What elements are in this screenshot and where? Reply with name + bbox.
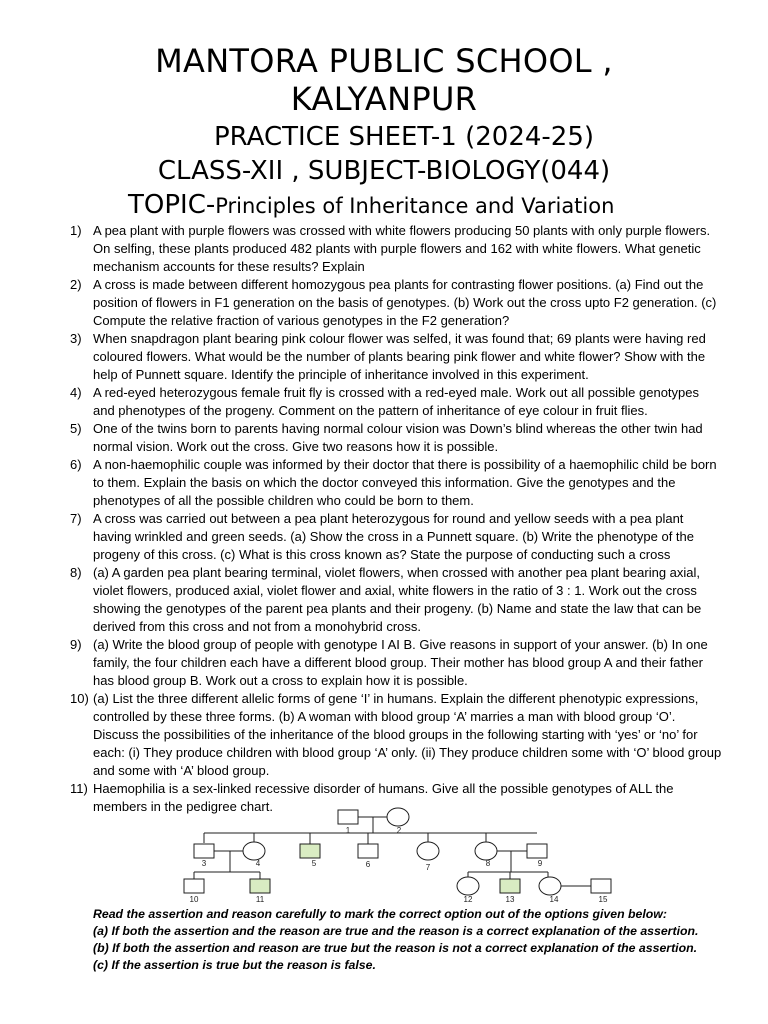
question-item [58,510,722,564]
pedigree-male-1 [338,810,358,824]
pedigree-label: 7 [425,863,431,872]
pedigree-male-5 [300,844,320,858]
question-text: A cross was carried out between a pea plant heterozygous for round and yellow seeds with a pea plant having wrinkled and green seeds. (a) Show the cross in a Punnett square. (b) Write the phenotype of the progeny of this cross. (c) What is this cross known as? State the purpose of conducting such a cross [93,511,694,562]
pedigree-male-11 [250,879,270,893]
pedigree-label: 3 [201,859,207,868]
pedigree-label: 2 [396,826,402,835]
topic-label: TOPIC- [128,190,216,220]
pedigree-female-4 [243,842,265,860]
pedigree-label: 6 [365,860,371,869]
pedigree-label: 4 [255,859,261,868]
class-subject: CLASS-XII , SUBJECT-BIOLOGY(044) [157,156,611,186]
question-number: 4) [70,385,82,400]
question-item [58,384,722,420]
pedigree-male-15 [591,879,611,893]
question-text: When snapdragon plant bearing pink colour flower was selfed, it was found that; 69 plants were having red coloured flowers. What would be the number of plants bearing pink flower and white flower? Show with the help of Punnett square. Identify the principle of inheritance involved in this experiment. [93,331,706,382]
question-number: 7) [70,511,82,526]
pedigree-label: 9 [537,859,543,868]
question-number: 8) [70,565,82,580]
pedigree-female-14 [539,877,561,895]
question-item [58,222,722,276]
assertion-option-a: (a) If both the assertion and the reason are true and the reason is a correct explanation of the assertion. [93,924,699,938]
question-text: A cross is made between different homozygous pea plants for contrasting flower positions. (a) Find out the position of flowers in F1 generation on the basis of genotypes. (b) Work out the cross upto F2 generation. (c) Compute the relative fraction of various genotypes in the F2 generation? [93,277,717,328]
pedigree-label: 1 [345,826,351,835]
pedigree-label: 8 [485,859,491,868]
pedigree-label: 14 [549,895,559,904]
topic-text: Principles of Inheritance and Variation [215,194,615,218]
pedigree-male-13 [500,879,520,893]
pedigree-female-12 [457,877,479,895]
question-text: (a) A garden pea plant bearing terminal, violet flowers, when crossed with another pea plant bearing axial, violet flowers, produced axial, violet flower and axial, white flowers in the ratio of 3 : 1. Work out the cross showing the genotypes of the parent pea plants and their progeny. (b) Name and state the law that can be derived from this cross and not from a monohybrid cross. [93,565,702,634]
pedigree-female-2 [387,808,409,826]
pedigree-chart [150,800,630,912]
school-name-line1: MANTORA PUBLIC SCHOOL , [155,42,613,80]
assertion-option-b: (b) If both the assertion and reason are true but the reason is not a correct explanation of the assertion. [93,941,698,955]
question-number: 1) [70,223,82,238]
question-number: 5) [70,421,82,436]
question-number: 2) [70,277,82,292]
pedigree-male-6 [358,844,378,858]
question-item [58,690,722,780]
question-text: A pea plant with purple flowers was crossed with white flowers producing 50 plants with only purple flowers. On selfing, these plants produced 482 plants with purple flowers and 162 with white flowers. What genetic mechanism accounts for these results? Explain [93,223,711,274]
question-number: 6) [70,457,82,472]
question-number: 10) [70,691,89,706]
pedigree-label: 11 [255,895,265,904]
question-text: A non-haemophilic couple was informed by their doctor that there is possibility of a haemophilic child be born to them. Explain the basis on which the doctor conveyed this information. Give the genotypes and the phenotypes of all the possible children who could be born to them. [93,457,717,508]
school-name [0,42,768,118]
assertion-reason-block [93,906,733,974]
question-item [58,420,722,456]
pedigree-label: 13 [505,895,515,904]
question-number: 3) [70,331,82,346]
pedigree-label: 5 [311,859,317,868]
topic-line [128,190,614,220]
pedigree-female-7 [417,842,439,860]
pedigree-label: 15 [598,895,608,904]
question-item [58,636,722,690]
pedigree-label: 10 [189,895,199,904]
question-item [58,276,722,330]
school-name-line2: KALYANPUR [290,80,478,118]
question-item [58,564,722,636]
pedigree-male-10 [184,879,204,893]
pedigree-label: 12 [463,895,473,904]
question-number: 11) [70,781,88,796]
assertion-option-c: (c) If the assertion is true but the reason is false. [93,958,376,972]
question-item [58,456,722,510]
question-number: 9) [70,637,82,652]
pedigree-male-9 [527,844,547,858]
practice-sheet-title: PRACTICE SHEET-1 (2024-25) [213,122,595,152]
question-text: (a) Write the blood group of people with genotype I AI B. Give reasons in support of your answer. (b) In one family, the four children each have a different blood group. Their mother has blood group A and their father has blood group B. Work out a cross to explain how it is possible. [93,637,708,688]
assertion-intro: Read the assertion and reason carefully to mark the correct option out of the options given below: [93,907,667,921]
question-text: A red-eyed heterozygous female fruit fly is crossed with a red-eyed male. Work out all possible genotypes and phenotypes of the progeny. Comment on the pattern of inheritance of eye colour in fruit flies. [93,385,700,418]
question-item [58,330,722,384]
question-text: (a) List the three different allelic forms of gene ‘I’ in humans. Explain the different phenotypic expressions, controlled by these three forms. (b) A woman with blood group ‘A’ marries a man with blood group ‘O’. Discuss the possibilities of the inheritance of the blood groups in the following starting with ‘yes’ or ‘no’ for each: (i) They produce children with blood group ‘A’ only. (ii) They produce children some with ‘O’ blood group and some with ‘A’ blood group. [93,691,722,778]
question-text: One of the twins born to parents having normal colour vision was Down’s blind whereas the other twin had normal vision. Work out the cross. Give two reasons how it is possible. [93,421,703,454]
pedigree-female-8 [475,842,497,860]
question-text: Haemophilia is a sex-linked recessive disorder of humans. Give all the possible genotypes of ALL the members in the pedigree chart. [93,781,674,814]
question-list [58,222,722,816]
pedigree-male-3 [194,844,214,858]
